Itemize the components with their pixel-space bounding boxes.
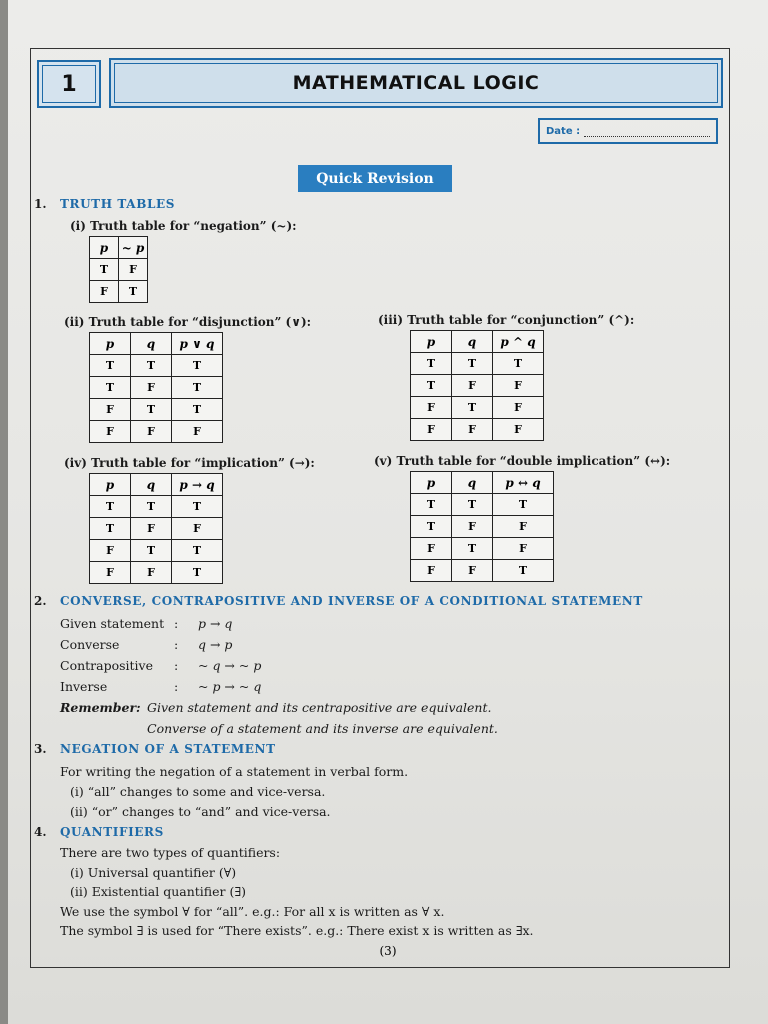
table-header-cell: p bbox=[90, 237, 119, 259]
negation-truth-table bbox=[89, 236, 148, 303]
table-cell: T bbox=[452, 353, 493, 375]
table-header-cell: p bbox=[411, 331, 452, 353]
table-header-cell: q bbox=[452, 472, 493, 494]
table-header-cell: q bbox=[452, 331, 493, 353]
disjunction-caption: (ii) Truth table for “disjunction” (∨): bbox=[64, 315, 312, 329]
table-header-row bbox=[90, 237, 148, 259]
date-line bbox=[584, 126, 710, 137]
inverse-expr: ~ p → ~ q bbox=[198, 679, 262, 694]
table-header-cell: p → q bbox=[172, 474, 223, 496]
table-row bbox=[90, 259, 148, 281]
date-box bbox=[538, 118, 718, 144]
table-cell: F bbox=[493, 397, 544, 419]
table-row bbox=[411, 494, 554, 516]
double-implication-caption: (v) Truth table for “double implication” (↔): bbox=[374, 454, 671, 468]
table-row bbox=[90, 421, 223, 443]
inverse-label: Inverse bbox=[60, 679, 108, 694]
table-cell: T bbox=[131, 496, 172, 518]
quantifiers-intro: There are two types of quantifiers: bbox=[60, 845, 281, 860]
table-header-row bbox=[411, 331, 544, 353]
section-4-title: QUANTIFIERS bbox=[60, 825, 164, 839]
converse-sep: : bbox=[174, 637, 179, 652]
table-cell: T bbox=[172, 377, 223, 399]
table-cell: T bbox=[493, 353, 544, 375]
disjunction-truth-table bbox=[89, 332, 223, 443]
section-1-title: TRUTH TABLES bbox=[60, 197, 175, 211]
table-row bbox=[411, 353, 544, 375]
table-cell: T bbox=[452, 494, 493, 516]
table-header-row bbox=[411, 472, 554, 494]
table-cell: T bbox=[172, 562, 223, 584]
remember-line-2: Converse of a statement and its inverse are equivalent. bbox=[147, 721, 498, 736]
table-row bbox=[90, 518, 223, 540]
table-row bbox=[90, 562, 223, 584]
table-cell: F bbox=[90, 421, 131, 443]
table-header-cell: q bbox=[131, 474, 172, 496]
remember-line-1: Given statement and its centrapositive are equivalent. bbox=[147, 700, 492, 715]
negation-intro: For writing the negation of a statement in verbal form. bbox=[60, 764, 409, 779]
implication-truth-table bbox=[89, 473, 223, 584]
conjunction-truth-table bbox=[410, 330, 544, 441]
contrapositive-sep: : bbox=[174, 658, 179, 673]
universal-usage: We use the symbol ∀ for “all”. e.g.: For all x is written as ∀ x. bbox=[60, 904, 445, 919]
given-sep: : bbox=[174, 616, 179, 631]
existential-usage: The symbol ∃ is used for “There exists”. e.g.: There exist x is written as ∃x. bbox=[60, 923, 534, 938]
table-cell: T bbox=[131, 399, 172, 421]
table-row bbox=[90, 540, 223, 562]
table-cell: F bbox=[131, 562, 172, 584]
table-cell: F bbox=[452, 560, 493, 582]
table-cell: F bbox=[452, 419, 493, 441]
table-row bbox=[90, 399, 223, 421]
given-label: Given statement bbox=[60, 616, 165, 631]
section-1-number: 1. bbox=[34, 197, 47, 211]
table-row bbox=[411, 419, 544, 441]
table-header-cell: p bbox=[90, 333, 131, 355]
table-row bbox=[90, 496, 223, 518]
table-cell: F bbox=[411, 560, 452, 582]
chapter-number: 1 bbox=[37, 60, 101, 108]
table-cell: F bbox=[131, 377, 172, 399]
table-header-cell: p ↔ q bbox=[493, 472, 554, 494]
table-cell: F bbox=[493, 375, 544, 397]
table-cell: T bbox=[131, 540, 172, 562]
table-cell: T bbox=[493, 560, 554, 582]
table-cell: T bbox=[131, 355, 172, 377]
table-cell: F bbox=[452, 516, 493, 538]
table-row bbox=[90, 377, 223, 399]
given-expr: p → q bbox=[198, 616, 233, 631]
table-row bbox=[411, 397, 544, 419]
negation-rule-2: (ii) “or” changes to “and” and vice-versa. bbox=[70, 804, 331, 819]
section-3-title: NEGATION OF A STATEMENT bbox=[60, 742, 276, 756]
contrapositive-expr: ~ q → ~ p bbox=[198, 658, 262, 673]
table-cell: T bbox=[172, 399, 223, 421]
table-cell: T bbox=[172, 355, 223, 377]
converse-label: Converse bbox=[60, 637, 120, 652]
table-cell: F bbox=[90, 562, 131, 584]
table-cell: F bbox=[493, 538, 554, 560]
table-cell: F bbox=[90, 281, 119, 303]
table-row bbox=[90, 355, 223, 377]
negation-rule-1: (i) “all” changes to some and vice-versa. bbox=[70, 784, 326, 799]
table-cell: T bbox=[90, 259, 119, 281]
table-cell: T bbox=[411, 516, 452, 538]
negation-caption: (i) Truth table for “negation” (~): bbox=[70, 219, 297, 233]
table-cell: T bbox=[452, 397, 493, 419]
quick-revision-banner: Quick Revision bbox=[298, 165, 452, 192]
existential-quantifier: (ii) Existential quantifier (∃) bbox=[70, 884, 247, 899]
section-2-title: CONVERSE, CONTRAPOSITIVE AND INVERSE OF A CONDITIONAL STATEMENT bbox=[60, 594, 643, 608]
table-cell: F bbox=[172, 421, 223, 443]
table-cell: F bbox=[493, 419, 544, 441]
table-cell: F bbox=[172, 518, 223, 540]
section-4-number: 4. bbox=[34, 825, 47, 839]
table-header-cell: q bbox=[131, 333, 172, 355]
page-number: (3) bbox=[379, 944, 397, 958]
table-header-cell: p bbox=[411, 472, 452, 494]
table-row bbox=[411, 538, 554, 560]
table-cell: F bbox=[119, 259, 148, 281]
table-header-cell: p ∨ q bbox=[172, 333, 223, 355]
table-header-cell: ~ p bbox=[119, 237, 148, 259]
implication-caption: (iv) Truth table for “implication” (→): bbox=[64, 456, 315, 470]
section-2-number: 2. bbox=[34, 594, 47, 608]
table-cell: F bbox=[411, 419, 452, 441]
double-implication-truth-table bbox=[410, 471, 554, 582]
table-row bbox=[411, 560, 554, 582]
converse-expr: q → p bbox=[198, 637, 233, 652]
date-label: Date : bbox=[546, 125, 581, 137]
table-row bbox=[90, 281, 148, 303]
table-cell: F bbox=[493, 516, 554, 538]
table-header-row bbox=[90, 333, 223, 355]
table-cell: T bbox=[411, 353, 452, 375]
table-cell: T bbox=[411, 375, 452, 397]
table-cell: T bbox=[90, 518, 131, 540]
remember-label: Remember: bbox=[60, 700, 141, 715]
table-cell: T bbox=[119, 281, 148, 303]
table-cell: T bbox=[493, 494, 554, 516]
table-cell: F bbox=[452, 375, 493, 397]
table-cell: T bbox=[172, 540, 223, 562]
table-cell: F bbox=[90, 540, 131, 562]
table-header-row bbox=[90, 474, 223, 496]
page bbox=[8, 0, 768, 1024]
table-cell: F bbox=[131, 421, 172, 443]
table-cell: T bbox=[172, 496, 223, 518]
chapter-title: MATHEMATICAL LOGIC bbox=[109, 58, 723, 108]
table-cell: F bbox=[411, 538, 452, 560]
table-cell: T bbox=[90, 496, 131, 518]
table-cell: F bbox=[90, 399, 131, 421]
section-3-number: 3. bbox=[34, 742, 47, 756]
table-header-cell: p bbox=[90, 474, 131, 496]
table-cell: F bbox=[411, 397, 452, 419]
contrapositive-label: Contrapositive bbox=[60, 658, 154, 673]
conjunction-caption: (iii) Truth table for “conjunction” (^): bbox=[378, 313, 635, 327]
table-cell: T bbox=[411, 494, 452, 516]
universal-quantifier: (i) Universal quantifier (∀) bbox=[70, 865, 237, 880]
table-row bbox=[411, 375, 544, 397]
table-cell: F bbox=[131, 518, 172, 540]
table-cell: T bbox=[90, 377, 131, 399]
table-header-cell: p ^ q bbox=[493, 331, 544, 353]
table-cell: T bbox=[90, 355, 131, 377]
table-row bbox=[411, 516, 554, 538]
table-cell: T bbox=[452, 538, 493, 560]
inverse-sep: : bbox=[174, 679, 179, 694]
